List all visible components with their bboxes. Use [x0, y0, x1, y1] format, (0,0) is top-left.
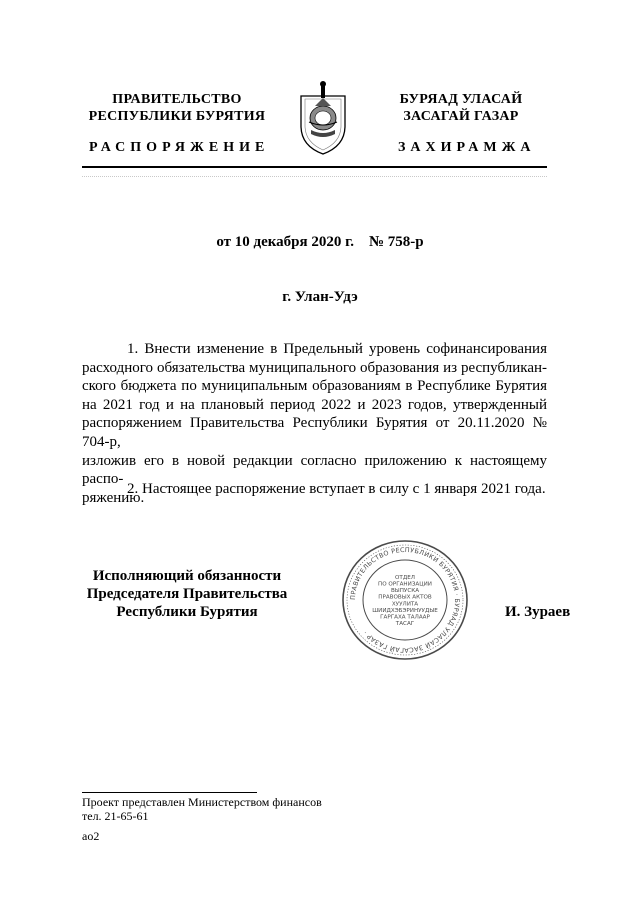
signatory-title-line1: Исполняющий обязанности	[92, 568, 282, 584]
footer-phone: тел. 21-65-61	[82, 809, 149, 823]
stamp-center-line: ХУУЛИТА	[391, 601, 419, 608]
signatory-title	[82, 567, 292, 621]
org-name-bua-line1: БУРЯАД УЛАСАЙ	[399, 92, 523, 107]
city: г. Улан-Удэ	[282, 289, 358, 305]
stamp-center-line: ШИИДХЭБЭРИНУУДЫЕ	[372, 607, 438, 614]
org-name-ru-line1: ПРАВИТЕЛЬСТВО	[112, 92, 242, 107]
signatory-title-line3: Республики Бурятия	[116, 604, 258, 620]
paragraph-1-line: распоряжением Правительства Республики Бурятия от 20.11.2020 № 704-р,	[82, 415, 547, 450]
header-rule	[82, 166, 547, 168]
footer-rule	[82, 792, 257, 793]
paragraph-2: 2. Настоящее распоряжение вступает в силу с 1 января 2021 года.	[127, 481, 546, 497]
stamp-seal-icon	[340, 538, 470, 663]
coat-of-arms-icon	[297, 78, 349, 156]
paragraph-1-line: расходного обязательства муниципального образования из республикан-	[82, 359, 547, 376]
stamp-center-line: ТАСАГ	[395, 621, 415, 628]
header-left	[82, 91, 272, 125]
svg-text:ПРАВИТЕЛЬСТВО РЕСПУБЛИКИ БУРЯТ: ПРАВИТЕЛЬСТВО РЕСПУБЛИКИ БУРЯТИЯ · БУРЯАД УЛАСАЙ ЗАСАГАЙ ГАЗАР ·	[348, 545, 462, 655]
emblem	[297, 78, 349, 156]
header-right	[380, 91, 542, 125]
org-name-bua-line2: ЗАСАГАЙ ГАЗАР	[403, 109, 519, 124]
paragraph-1-line: ского бюджета по муниципальным образованиям в Республике Бурятия	[82, 378, 547, 395]
stamp-center-line: ПРАВОВЫХ АКТОВ	[378, 594, 432, 601]
stamp-center-line: ПО ОРГАНИЗАЦИИ	[378, 581, 432, 588]
official-stamp	[340, 538, 470, 663]
signatory-title-line2: Председателя Правительства	[86, 586, 288, 602]
paragraph-1-line: изложив его в новой редакции согласно приложению к настоящему распо-	[82, 452, 547, 488]
org-name-ru-line2: РЕСПУБЛИКИ БУРЯТИЯ	[88, 109, 266, 124]
header-dotted-rule	[82, 176, 547, 177]
stamp-center-line: ОТДЕЛ	[395, 574, 415, 581]
stamp-center-line: ГАРГАХА ТАЛААР	[380, 614, 430, 621]
doc-type-ru: РАСПОРЯЖЕНИЕ	[89, 140, 270, 155]
footer-code: ао2	[82, 829, 100, 843]
paragraph-1-line: ряжению.	[82, 489, 145, 506]
signatory-name: И. Зураев	[505, 604, 571, 620]
paragraph-1-line: на 2021 год и на плановый период 2022 и 2023 годов, утвержденный	[82, 396, 547, 413]
footer-note	[82, 795, 402, 823]
date-number: от 10 декабря 2020 г. № 758-р	[216, 234, 424, 250]
stamp-center-line: ВЫПУСКА	[390, 588, 420, 595]
paragraph-1-line: 1. Внести изменение в Предельный уровень софинансирования	[127, 341, 547, 357]
footer-author: Проект представлен Министерством финансов	[82, 795, 322, 809]
doc-type-bua: ЗАХИРАМЖА	[398, 140, 536, 155]
